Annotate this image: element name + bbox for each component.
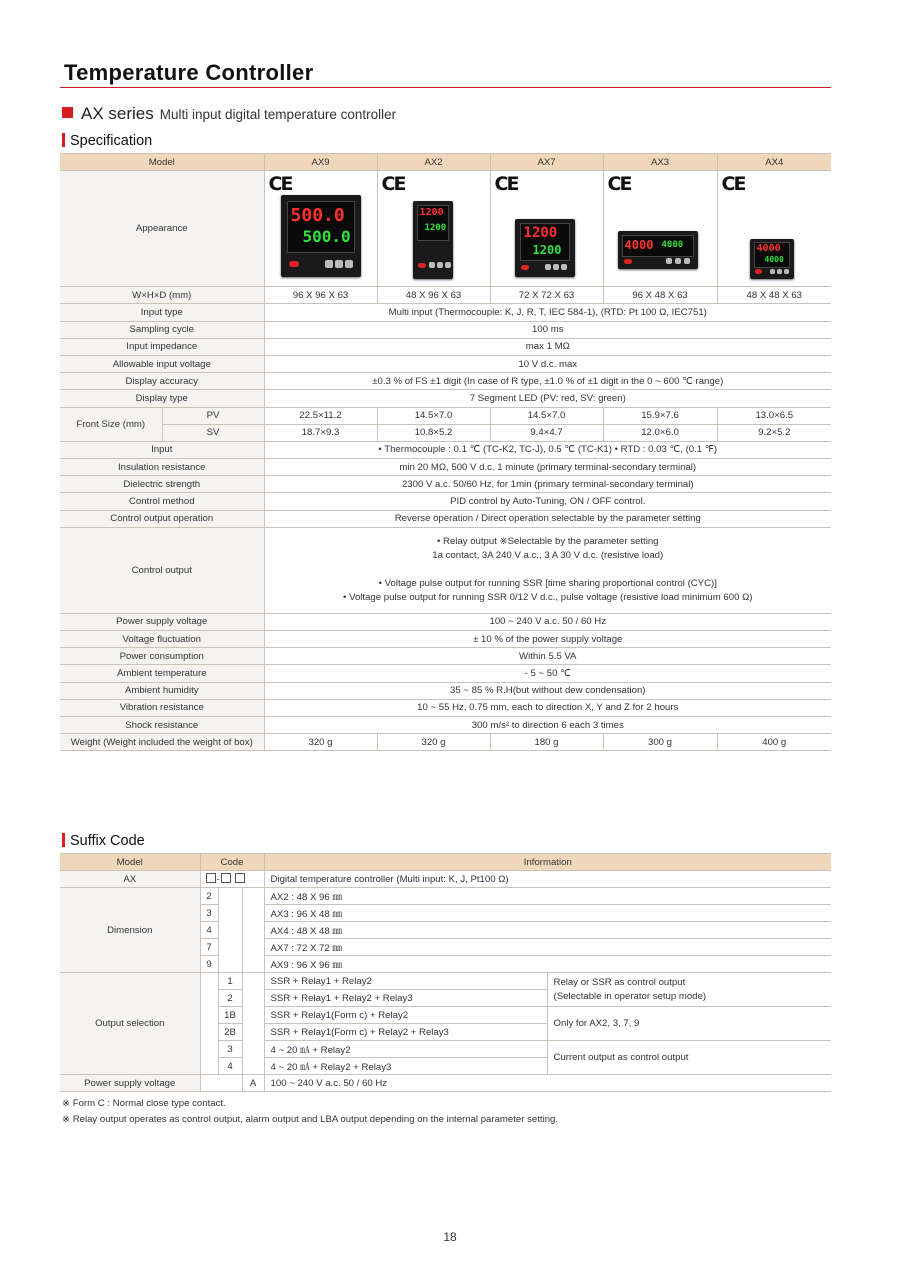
pv-display: 4000 <box>624 238 654 253</box>
row-value: 100 ms <box>264 321 831 338</box>
info-value: 4 ~ 20 ㎃ + Relay2 + Relay3 <box>264 1058 547 1075</box>
row-label: Power supply voltage <box>60 1075 200 1092</box>
model-header: AX4 <box>717 154 831 171</box>
sv-display: 4000 <box>661 240 684 251</box>
cell-value: 320 g <box>377 734 490 751</box>
col-code: Code <box>200 854 264 871</box>
info-value: AX3 : 96 X 48 ㎜ <box>264 905 831 922</box>
spec-row <box>60 459 831 476</box>
info-value: AX9 : 96 X 96 ㎜ <box>264 956 831 973</box>
code-value: 3 <box>218 1041 242 1058</box>
row-value: 300 m/s² to direction 6 each 3 times <box>264 716 831 733</box>
row-label: Control output <box>60 527 264 613</box>
code-value: 2B <box>218 1024 242 1041</box>
code-value: 1B <box>218 1007 242 1024</box>
model-header: AX2 <box>377 154 490 171</box>
model-header: AX3 <box>603 154 717 171</box>
pv-display: 1200 <box>419 207 444 219</box>
spec-row <box>60 390 831 407</box>
code-value: 4 <box>218 1058 242 1075</box>
device-image-ax4 <box>717 171 831 287</box>
row-value: • Thermocouple : 0.1 ℃ (TC-K2, TC-J), 0.5 ℃ (TC-K1) • RTD : 0.03 ℃, (0.1 ℉) <box>264 441 831 458</box>
info-value: SSR + Relay1 + Relay2 + Relay3 <box>264 990 547 1007</box>
row-value: ± 10 % of the power supply voltage <box>264 631 831 648</box>
spec-row <box>60 665 831 682</box>
col-model: Model <box>60 154 264 171</box>
row-label: Vibration resistance <box>60 699 264 716</box>
row-value: ±0.3 % of FS ±1 digit (In case of R type, ±1.0 % of ±1 digit in the 0 ~ 600 ℃ range) <box>264 373 831 390</box>
row-label: Power supply voltage <box>60 613 264 630</box>
row-label: Display type <box>60 390 264 407</box>
row-label: Display accuracy <box>60 373 264 390</box>
cell-value: 22.5×11.2 <box>264 407 377 424</box>
row-label: Output selection <box>60 973 200 1075</box>
row-value: - 5 ~ 50 ℃ <box>264 665 831 682</box>
code-value: 3 <box>200 905 218 922</box>
info-value: 4 ~ 20 ㎃ + Relay2 <box>264 1041 547 1058</box>
row-value: min 20 MΩ, 500 V d.c. 1 minute (primary terminal-secondary terminal) <box>264 459 831 476</box>
pv-display: 4000 <box>756 243 781 255</box>
device-image-ax2 <box>377 171 490 287</box>
specification-table <box>60 153 831 751</box>
info-value: AX2 : 48 X 96 ㎜ <box>264 888 831 905</box>
info-value: SSR + Relay1(Form c) + Relay2 + Relay3 <box>264 1024 547 1041</box>
model-header: AX7 <box>490 154 603 171</box>
cell-value: 14.5×7.0 <box>490 407 603 424</box>
device-photo <box>750 239 794 279</box>
code-value: 9 <box>200 956 218 973</box>
code-box-icon <box>221 873 231 883</box>
device-photo <box>413 201 453 279</box>
series-name: AX series <box>81 104 154 123</box>
ce-mark-icon: CE <box>721 173 745 196</box>
section-bar-icon <box>62 133 65 147</box>
ce-mark-icon: CE <box>607 173 631 196</box>
row-value: 2300 V a.c. 50/60 Hz, for 1min (primary terminal-secondary terminal) <box>264 476 831 493</box>
row-label: Control output operation <box>60 510 264 527</box>
spec-row <box>60 716 831 733</box>
spec-row <box>60 338 831 355</box>
cell-value: 9.2×5.2 <box>717 424 831 441</box>
device-image-ax7 <box>490 171 603 287</box>
row-label: Allowable input voltage <box>60 355 264 372</box>
spec-row <box>60 355 831 372</box>
spec-header-row <box>60 154 831 171</box>
row-value: 35 ~ 85 % R.H(but without dew condensation) <box>264 682 831 699</box>
spec-row <box>60 321 831 338</box>
control-output-row <box>60 527 831 613</box>
row-value: max 1 MΩ <box>264 338 831 355</box>
model-header: AX9 <box>264 154 377 171</box>
spec-row <box>60 510 831 527</box>
info-value: 100 ~ 240 V a.c. 50 / 60 Hz <box>264 1075 831 1092</box>
page-number: 18 <box>443 1230 457 1244</box>
device-photo <box>281 195 361 277</box>
sv-display: 4000 <box>764 255 784 265</box>
cell-value: 180 g <box>490 734 603 751</box>
suffix-row-dimension <box>60 888 831 905</box>
row-value: 10 V d.c. max <box>264 355 831 372</box>
size-row <box>60 287 831 304</box>
info-note: Only for AX2, 3, 7, 9 <box>547 1007 831 1041</box>
row-value: 100 ~ 240 V a.c. 50 / 60 Hz <box>264 613 831 630</box>
red-square-icon <box>62 107 73 118</box>
footnote: ※ Relay output operates as control output, alarm output and LBA output depending on the internal parameter setting. <box>62 1114 559 1125</box>
info-value: SSR + Relay1(Form c) + Relay2 <box>264 1007 547 1024</box>
ce-mark-icon: CE <box>268 173 292 196</box>
suffix-row-ax <box>60 871 831 888</box>
pv-display: 1200 <box>523 225 558 242</box>
sv-display: 1200 <box>532 243 562 258</box>
cell-value: 10.8×5.2 <box>377 424 490 441</box>
cell-value: 48 X 96 X 63 <box>377 287 490 304</box>
code-value: 2 <box>218 990 242 1007</box>
info-note: Relay or SSR as control output (Selectable in operator setup mode) <box>547 973 831 1007</box>
cell-value: 96 X 48 X 63 <box>603 287 717 304</box>
cell-value: 15.9×7.6 <box>603 407 717 424</box>
row-label: Ambient temperature <box>60 665 264 682</box>
row-label: Sampling cycle <box>60 321 264 338</box>
row-label: AX <box>60 871 200 888</box>
code-box-icon <box>206 873 216 883</box>
cell-value: 300 g <box>603 734 717 751</box>
row-value: Multi input (Thermocouple: K, J, R, T, IEC 584-1), (RTD: Pt 100 Ω, IEC751) <box>264 304 831 321</box>
info-value: AX4 : 48 X 48 ㎜ <box>264 922 831 939</box>
col-information: Information <box>264 854 831 871</box>
info-value: Digital temperature controller (Multi input: K, J, Pt100 Ω) <box>264 871 831 888</box>
cell-value: 12.0×6.0 <box>603 424 717 441</box>
spec-row <box>60 373 831 390</box>
cell-value: 14.5×7.0 <box>377 407 490 424</box>
row-label: Insulation resistance <box>60 459 264 476</box>
spec-row <box>60 682 831 699</box>
row-label: Weight (Weight included the weight of box) <box>60 734 264 751</box>
device-image-ax3 <box>603 171 717 287</box>
suffix-row-power <box>60 1075 831 1092</box>
row-label: W×H×D (mm) <box>60 287 264 304</box>
ce-mark-icon: CE <box>494 173 518 196</box>
row-value: Within 5.5 VA <box>264 648 831 665</box>
code-boxes: - <box>200 871 264 888</box>
device-photo <box>515 219 575 277</box>
col-model: Model <box>60 854 200 871</box>
spec-row <box>60 648 831 665</box>
weight-row <box>60 734 831 751</box>
row-label: Dimension <box>60 888 200 973</box>
title-divider <box>60 87 831 88</box>
row-label: Input impedance <box>60 338 264 355</box>
spec-row <box>60 699 831 716</box>
row-value: 10 ~ 55 Hz, 0.75 mm, each to direction X, Y and Z for 2 hours <box>264 699 831 716</box>
info-value: AX7 : 72 X 72 ㎜ <box>264 939 831 956</box>
spec-row <box>60 476 831 493</box>
spec-row <box>60 631 831 648</box>
cell-value: 96 X 96 X 63 <box>264 287 377 304</box>
series-description: Multi input digital temperature controller <box>159 107 397 122</box>
cell-value: 18.7×9.3 <box>264 424 377 441</box>
ce-mark-icon: CE <box>381 173 405 196</box>
row-label: Input type <box>60 304 264 321</box>
cell-value: 13.0×6.5 <box>717 407 831 424</box>
front-size-sv-row <box>60 424 831 441</box>
pv-display: 500.0 <box>290 205 345 227</box>
sub-label: PV <box>162 407 264 424</box>
row-label: Shock resistance <box>60 716 264 733</box>
row-label: Appearance <box>60 171 264 287</box>
code-value: 7 <box>200 939 218 956</box>
suffix-header-row <box>60 854 831 871</box>
footnote: ※ Form C : Normal close type contact. <box>62 1098 226 1109</box>
info-note: Current output as control output <box>547 1041 831 1075</box>
series-heading <box>62 104 396 124</box>
control-output-value: • Relay output ※Selectable by the parameter setting 1a contact, 3A 240 V a.c., 3 A 30 V d.c. (resistive load) • Voltage pulse output for running SSR [time sharing proportional control (CYC)] • Voltage pulse output for running SSR 0/12 V d.c., pulse voltage (resistive load minimum 600 Ω) <box>264 527 831 613</box>
row-label: Control method <box>60 493 264 510</box>
page-title: Temperature Controller <box>64 60 314 85</box>
sub-label: SV <box>162 424 264 441</box>
row-label: Voltage fluctuation <box>60 631 264 648</box>
row-label: Input <box>60 441 264 458</box>
device-photo <box>618 231 698 269</box>
row-label: Power consumption <box>60 648 264 665</box>
code-value: 4 <box>200 922 218 939</box>
code-value: A <box>242 1075 264 1092</box>
cell-value: 9.4×4.7 <box>490 424 603 441</box>
sv-display: 500.0 <box>302 227 351 247</box>
spec-row <box>60 613 831 630</box>
row-label: Ambient humidity <box>60 682 264 699</box>
suffix-row-output <box>60 973 831 990</box>
code-value: 2 <box>200 888 218 905</box>
footnotes <box>62 1096 558 1128</box>
info-value: SSR + Relay1 + Relay2 <box>264 973 547 990</box>
code-value: 1 <box>218 973 242 990</box>
cell-value: 400 g <box>717 734 831 751</box>
row-value: PID control by Auto-Tuning, ON / OFF control. <box>264 493 831 510</box>
spec-row <box>60 493 831 510</box>
row-label: Dielectric strength <box>60 476 264 493</box>
cell-value: 72 X 72 X 63 <box>490 287 603 304</box>
row-value: 7 Segment LED (PV: red, SV: green) <box>264 390 831 407</box>
device-image-ax9 <box>264 171 377 287</box>
spec-row <box>60 441 831 458</box>
front-size-pv-row <box>60 407 831 424</box>
suffix-code-table <box>60 853 831 1092</box>
code-box-icon <box>235 873 245 883</box>
spec-row <box>60 304 831 321</box>
cell-value: 320 g <box>264 734 377 751</box>
appearance-row <box>60 171 831 287</box>
section-heading-specification: Specification <box>62 133 152 149</box>
row-label: Front Size (mm) <box>60 407 162 441</box>
cell-value: 48 X 48 X 63 <box>717 287 831 304</box>
section-heading-suffix-code: Suffix Code <box>62 833 145 849</box>
row-value: Reverse operation / Direct operation selectable by the parameter setting <box>264 510 831 527</box>
section-bar-icon <box>62 833 65 847</box>
sv-display: 1200 <box>424 223 447 234</box>
